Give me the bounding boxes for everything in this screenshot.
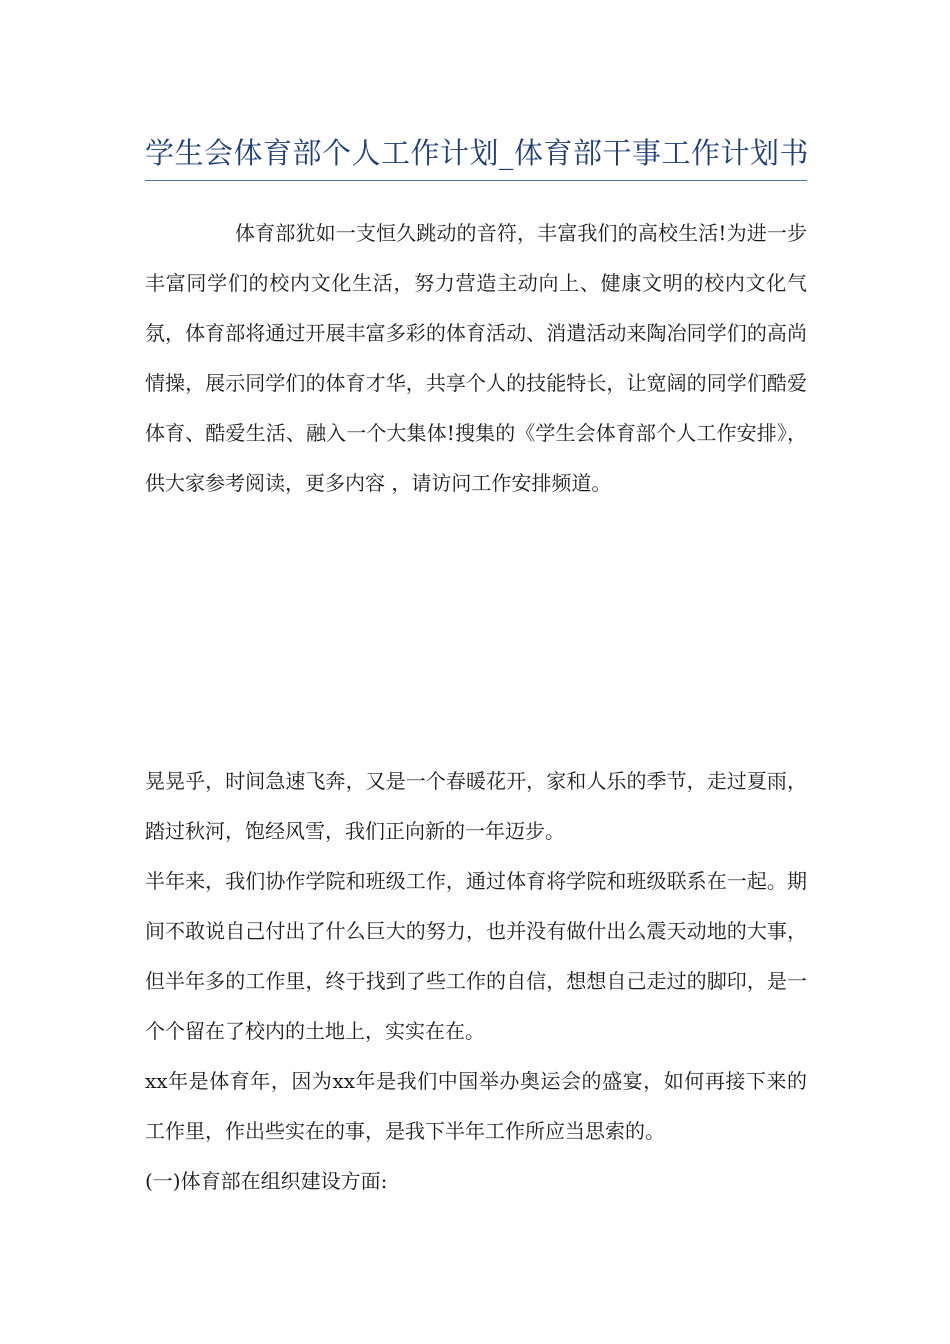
body-paragraph-2: 半年来，我们协作学院和班级工作，通过体育将学院和班级联系在一起。期间不敢说自己付出了什么巨大的努力，也并没有做什出么震天动地的大事，但半年多的工作里，终于找到了些工作的自信，想想自己走过的脚印，是一个个留在了校内的土地上，实实在在。 — [145, 869, 807, 1043]
intro-paragraph: 体育部犹如一支恒久跳动的音符，丰富我们的高校生活!为进一步丰富同学们的校内文化生活，努力营造主动向上、健康文明的校内文化气氛，体育部将通过开展丰富多彩的体育活动、消遣活动来陶冶同学们的高尚情操，展示同学们的体育才华，共享个人的技能特长，让宽阔的同学们酷爱体育、酷爱生活、融入一个大集体!搜集的《学生会体育部个人工作安排》，供大家参考阅读，更多内容 ，请访问工作安排频道。 — [145, 221, 807, 495]
title-underline — [145, 180, 807, 181]
body-paragraph-3: xx年是体育年，因为xx年是我们中国举办奥运会的盛宴，如何再接下来的工作里，作出些实在的事，是我下半年工作所应当思索的。 — [145, 1069, 807, 1143]
body-paragraph-1: 晃晃乎，时间急速飞奔，又是一个春暖花开，家和人乐的季节，走过夏雨，踏过秋河，饱经风雪，我们正向新的一年迈步。 — [145, 769, 807, 843]
section-heading: (一)体育部在组织建设方面: — [145, 1169, 388, 1193]
document-title: 学生会体育部个人工作计划_体育部干事工作计划书 — [145, 136, 810, 170]
